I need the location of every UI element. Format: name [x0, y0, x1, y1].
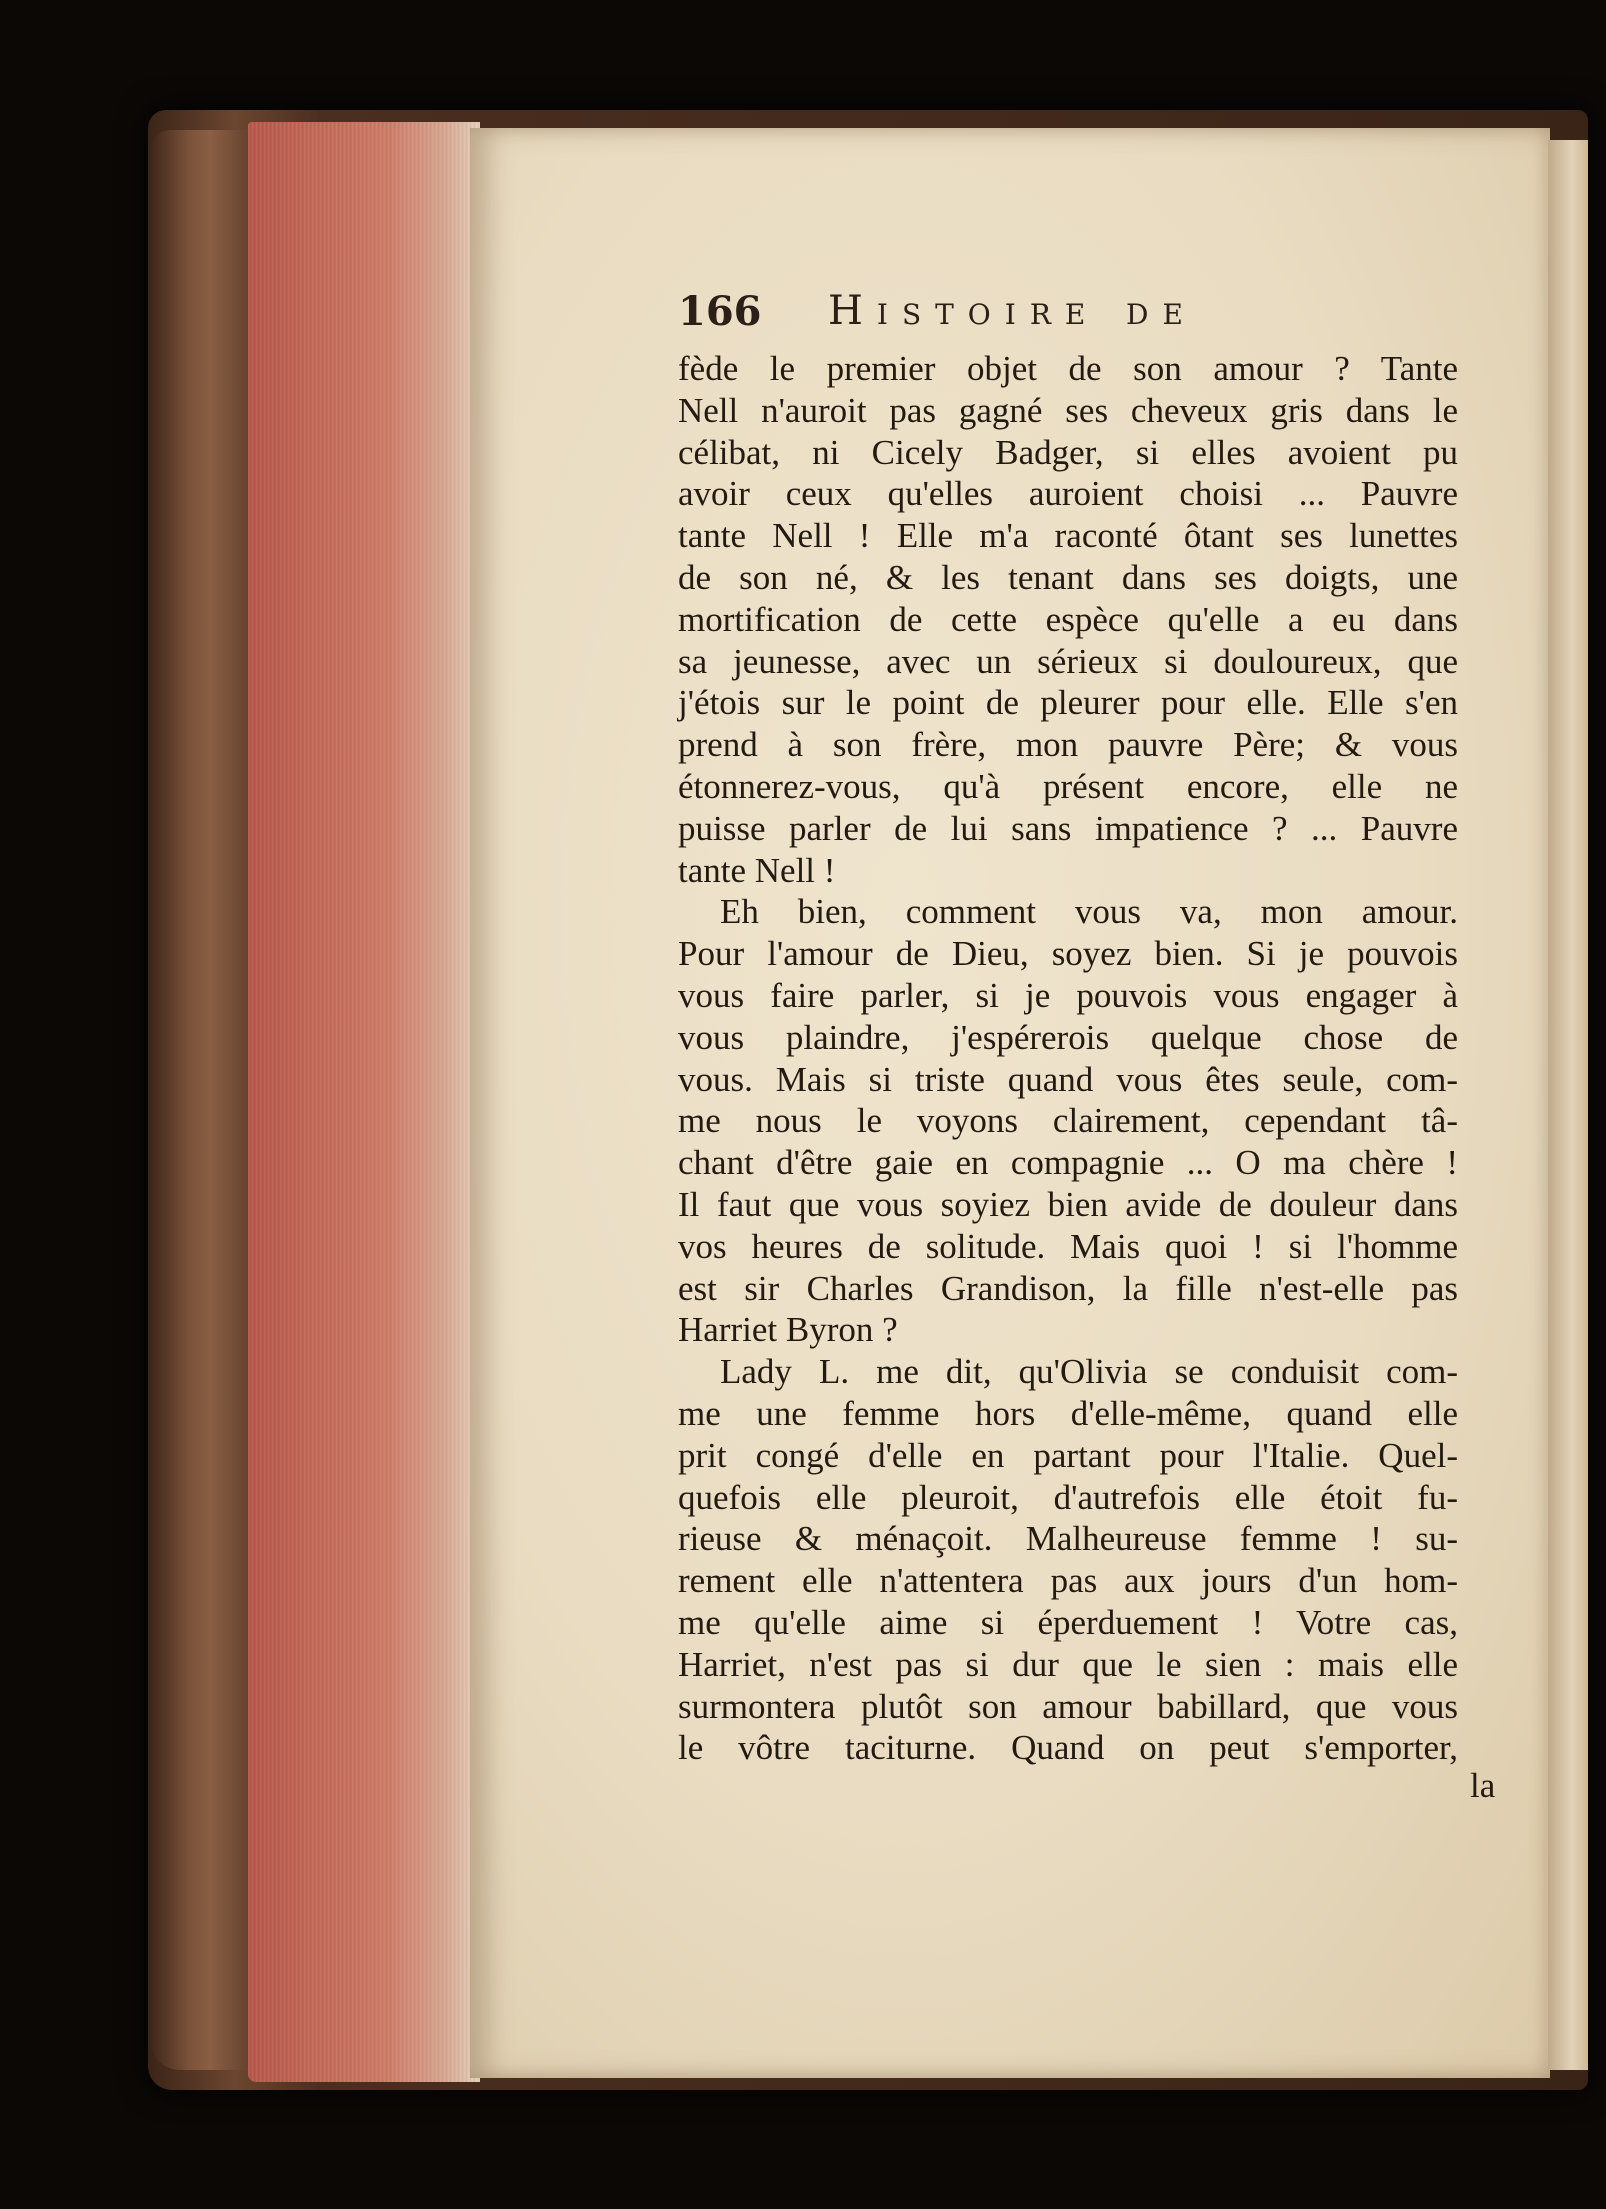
text-line: me une femme hors d'elle-même, quand elle: [678, 1393, 1458, 1433]
text-line: Harriet Byron ?: [678, 1310, 898, 1350]
text-line: Harriet, n'est pas si dur que le sien : mais elle: [678, 1644, 1458, 1684]
text-line: surmontera plutôt son amour babillard, que vous: [678, 1686, 1458, 1726]
text-line: prend à son frère, mon pauvre Père; & vous: [678, 725, 1458, 765]
page-number: 166: [678, 288, 762, 335]
text-line: vous plaindre, j'espérerois quelque chose de: [678, 1017, 1458, 1057]
text-line: mortification de cette espèce qu'elle a eu dans: [678, 599, 1458, 639]
text-line: chant d'être gaie en compagnie ... O ma chère !: [678, 1143, 1458, 1183]
text-line: sa jeunesse, avec un sérieux si douloureux, que: [678, 641, 1458, 681]
page-header: [678, 288, 1538, 344]
text-line: Pour l'amour de Dieu, soyez bien. Si je pouvois: [678, 934, 1458, 974]
text-line: Nell n'auroit pas gagné ses cheveux gris dans le: [678, 390, 1458, 430]
text-line: est sir Charles Grandison, la fille n'est-elle pas: [678, 1268, 1458, 1308]
text-line: quefois elle pleuroit, d'autrefois elle étoit fu-: [678, 1477, 1458, 1517]
text-line: puisse parler de lui sans impatience ? ... Pauvre: [678, 808, 1458, 848]
body-text: [678, 348, 1458, 1769]
text-line: tante Nell ! Elle m'a raconté ôtant ses lunettes: [678, 516, 1458, 556]
text-line: vos heures de solitude. Mais quoi ! si l'homme: [678, 1226, 1458, 1266]
text-line: me nous le voyons clairement, cependant tâ-: [678, 1101, 1458, 1141]
text-line: j'étois sur le point de pleurer pour elle. Elle s'en: [678, 683, 1458, 723]
facing-page-edge: [1548, 140, 1588, 2070]
text-line: vous faire parler, si je pouvois vous engager à: [678, 975, 1458, 1015]
text-line: prit congé d'elle en partant pour l'Italie. Quel-: [678, 1435, 1458, 1475]
red-page-edges: [248, 122, 480, 2082]
running-title: Histoire de: [828, 288, 1197, 334]
text-line: vous. Mais si triste quand vous êtes seule, com-: [678, 1059, 1458, 1099]
text-line: de son né, & les tenant dans ses doigts, une: [678, 557, 1458, 597]
text-line: Lady L. me dit, qu'Olivia se conduisit com-: [720, 1352, 1458, 1392]
text-line: tante Nell !: [678, 850, 836, 890]
text-line: Eh bien, comment vous va, mon amour.: [720, 892, 1458, 932]
text-line: célibat, ni Cicely Badger, si elles avoient pu: [678, 432, 1458, 472]
text-line: étonnerez-vous, qu'à présent encore, elle ne: [678, 766, 1458, 806]
binding-spine-edge: [150, 130, 260, 2070]
text-line: avoir ceux qu'elles auroient choisi ... Pauvre: [678, 474, 1458, 514]
text-line: rieuse & ménaçoit. Malheureuse femme ! su-: [678, 1519, 1458, 1559]
text-line: rement elle n'attentera pas aux jours d'un hom-: [678, 1561, 1458, 1601]
text-line: fède le premier objet de son amour ? Tante: [678, 349, 1458, 388]
text-line: me qu'elle aime si éperduement ! Votre cas,: [678, 1602, 1458, 1642]
text-line: le vôtre taciturne. Quand on peut s'emporter,: [678, 1728, 1458, 1768]
text-line: Il faut que vous soyiez bien avide de douleur dans: [678, 1184, 1458, 1224]
catchword: la: [1470, 1766, 1496, 1805]
